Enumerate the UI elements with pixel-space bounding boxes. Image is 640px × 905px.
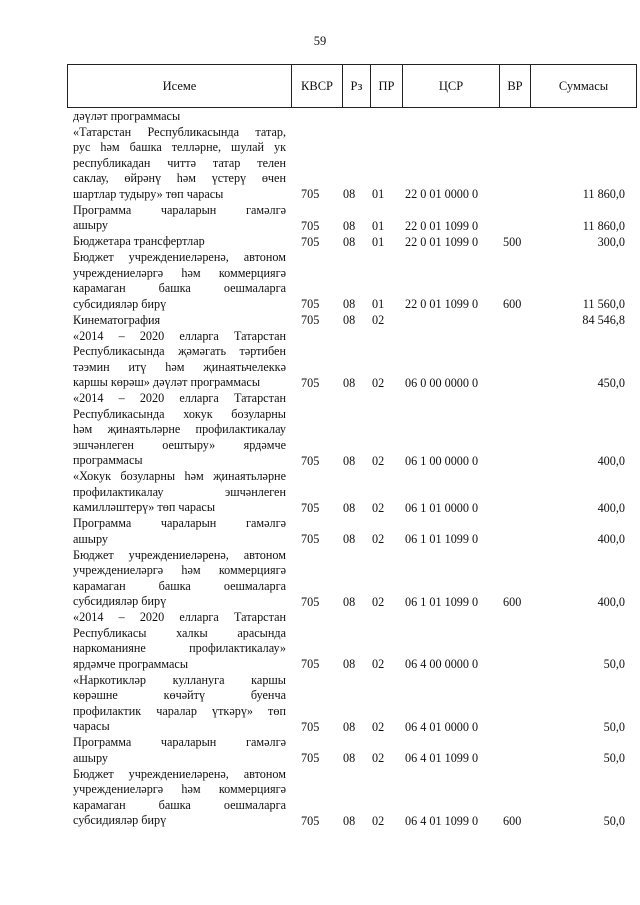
row-name-line: карамаган башка оешмаларга (73, 281, 286, 295)
cell-pr: 02 (372, 453, 385, 468)
cell-rz: 08 (343, 187, 356, 201)
cell-rz: 08 (343, 751, 356, 765)
row-name-line: камилләштерү» төп чарасы (73, 500, 216, 514)
cell-sum: 400,0 (597, 453, 625, 468)
header-kvsr: КВСР (292, 65, 343, 108)
row-name-line: көрәшне көчәйтү буенча (73, 688, 286, 702)
row-name-line: профилактикалау эшчәнлеген (73, 484, 286, 499)
row-name-line: ашыру (73, 218, 109, 232)
row-name-line: Программа чараларын гамәлгә (73, 202, 286, 217)
table-row (0, 673, 640, 736)
cell-sum: 450,0 (597, 375, 625, 390)
page-number: 59 (313, 34, 327, 48)
cell-csr: 22 0 01 1099 0 (405, 297, 479, 311)
cell-rz: 08 (343, 453, 356, 468)
row-name (73, 203, 286, 234)
row-name (73, 673, 286, 735)
row-name (73, 548, 286, 610)
cell-kvsr: 705 (301, 719, 320, 734)
row-name (73, 234, 286, 250)
row-name-line: Бюджет учреждениеләренә, автоном (73, 250, 286, 264)
cell-pr: 02 (372, 594, 385, 609)
row-name-line: саклау, өйрәнү һәм үстерү өчен (73, 171, 286, 185)
row-name-line: дәүләт программасы (73, 109, 181, 123)
row-name (73, 313, 286, 329)
cell-sum: 50,0 (603, 657, 625, 671)
cell-kvsr: 705 (301, 453, 320, 468)
cell-csr: 22 0 01 1099 0 (405, 218, 479, 233)
table-row (0, 610, 640, 673)
row-name (73, 125, 286, 203)
cell-rz: 08 (343, 500, 356, 515)
cell-rz: 08 (343, 657, 356, 671)
cell-kvsr: 705 (301, 218, 320, 233)
cell-csr: 06 4 01 0000 0 (405, 719, 479, 734)
table-row (0, 767, 640, 830)
table-row (0, 516, 640, 548)
cell-sum: 84 546,8 (582, 313, 625, 327)
row-name-line: учреждениеләргә һәм коммерциягә (73, 782, 286, 796)
cell-rz: 08 (343, 218, 356, 233)
row-name-line: «Татарстан Республикасында татар, (73, 124, 286, 139)
table-row (0, 109, 640, 125)
row-name-line: чарасы (73, 719, 110, 733)
table-row (0, 313, 640, 329)
row-name (73, 610, 286, 672)
cell-pr: 02 (372, 813, 385, 828)
row-name-line: Республикасында хокук бозуларны (73, 406, 286, 421)
cell-csr: 06 1 01 1099 0 (405, 532, 479, 546)
cell-rz: 08 (343, 719, 356, 734)
header-csr: ЦСР (403, 65, 500, 108)
cell-kvsr: 705 (301, 187, 320, 201)
cell-pr: 02 (372, 313, 385, 327)
cell-csr: 06 4 01 1099 0 (405, 813, 479, 828)
cell-sum: 300,0 (597, 234, 625, 249)
table-header (67, 64, 637, 108)
table-row (0, 329, 640, 392)
cell-sum: 11 860,0 (582, 218, 625, 233)
row-name (73, 329, 286, 391)
cell-pr: 02 (372, 532, 385, 546)
cell-vr: 600 (503, 594, 522, 609)
row-name-line: Бюджет учреждениеләренә, автоном (73, 766, 286, 781)
row-name-line: Республикасы халкы арасында (73, 625, 286, 640)
cell-pr: 02 (372, 657, 385, 671)
row-name-line: карамаган башка оешмаларга (73, 797, 286, 812)
cell-vr: 600 (503, 297, 522, 311)
row-name-line: профилактик чаралар үткәрү» төп (73, 703, 286, 718)
cell-kvsr: 705 (301, 234, 320, 249)
cell-pr: 01 (372, 297, 385, 311)
row-name-line: Республикасында җәмәгать тәртибен (73, 344, 286, 358)
row-name-line: Программа чараларын гамәлгә (73, 516, 286, 530)
cell-csr: 06 4 00 0000 0 (405, 657, 479, 671)
row-name-line: учреждениеләргә һәм коммерциягә (73, 265, 286, 280)
header-sum: Суммасы (531, 65, 637, 108)
cell-vr: 600 (503, 813, 522, 828)
row-name-line: учреждениеләргә һәм коммерциягә (73, 563, 286, 577)
cell-kvsr: 705 (301, 500, 320, 515)
row-name-line: каршы көрәш» дәүләт программасы (73, 375, 261, 389)
header-vr: ВР (500, 65, 531, 108)
cell-kvsr: 705 (301, 313, 320, 327)
cell-csr: 22 0 01 0000 0 (405, 187, 479, 201)
cell-kvsr: 705 (301, 657, 320, 671)
cell-csr: 06 1 01 0000 0 (405, 500, 479, 515)
cell-rz: 08 (343, 532, 356, 546)
cell-sum: 400,0 (597, 594, 625, 609)
row-name-line: ашыру (73, 750, 109, 765)
row-name-line: Бюджетара трансфертлар (73, 234, 205, 248)
row-name (73, 391, 286, 469)
cell-kvsr: 705 (301, 532, 320, 546)
header-name: Исеме (68, 65, 292, 108)
row-name-line: «Наркотикләр куллануга каршы (73, 672, 286, 687)
row-name-line: эшчәнлеген оештыру» ярдәмче (73, 437, 286, 452)
header-rz: Рз (343, 65, 371, 108)
cell-rz: 08 (343, 234, 356, 249)
cell-csr: 06 0 00 0000 0 (405, 375, 479, 390)
cell-pr: 02 (372, 375, 385, 390)
cell-kvsr: 705 (301, 813, 320, 828)
cell-sum: 50,0 (603, 813, 625, 828)
cell-kvsr: 705 (301, 297, 320, 311)
row-name-line: субсидияләр бирү (73, 296, 167, 311)
cell-rz: 08 (343, 813, 356, 828)
cell-rz: 08 (343, 297, 356, 311)
row-name-line: Бюджет учреждениеләренә, автоном (73, 547, 286, 562)
table-row (0, 250, 640, 313)
table-row (0, 391, 640, 469)
cell-csr: 06 1 01 1099 0 (405, 594, 479, 609)
cell-pr: 01 (372, 234, 385, 249)
table-row (0, 548, 640, 611)
row-name-line: Программа чараларын гамәлгә (73, 735, 286, 749)
row-name-line: һәм җинаятьләрне профилактикалау (73, 422, 286, 436)
row-name (73, 250, 286, 312)
cell-sum: 11 560,0 (582, 297, 625, 311)
row-name-line: рус һәм башка телләрне, шулай ук (73, 140, 286, 154)
row-name-line: «2014 – 2020 елларга Татарстан (73, 328, 286, 343)
cell-sum: 400,0 (597, 532, 625, 546)
cell-kvsr: 705 (301, 375, 320, 390)
cell-sum: 50,0 (603, 719, 625, 734)
cell-rz: 08 (343, 313, 356, 327)
cell-pr: 02 (372, 751, 385, 765)
row-name-line: «Хокук бозуларны һәм җинаятьләрне (73, 469, 286, 483)
row-name-line: республикадан читтә татар телен (73, 155, 286, 170)
cell-pr: 01 (372, 187, 385, 201)
table-row (0, 203, 640, 235)
row-name (73, 109, 286, 125)
row-name (73, 767, 286, 829)
row-name-line: карамаган башка оешмаларга (73, 578, 286, 593)
cell-csr: 06 1 00 0000 0 (405, 453, 479, 468)
table-row (0, 125, 640, 203)
cell-sum: 11 860,0 (582, 187, 625, 201)
table-row (0, 469, 640, 516)
cell-vr: 500 (503, 234, 522, 249)
row-name-line: «2014 – 2020 елларга Татарстан (73, 391, 286, 405)
header-pr: ПР (371, 65, 403, 108)
row-name-line: наркоманияне профилактикалау» (73, 641, 286, 655)
cell-pr: 02 (372, 719, 385, 734)
table-row (0, 735, 640, 767)
row-name-line: субсидияләр бирү (73, 813, 167, 827)
row-name-line: программасы (73, 453, 143, 467)
cell-kvsr: 705 (301, 594, 320, 609)
row-name (73, 516, 286, 547)
row-name-line: ашыру (73, 531, 109, 546)
row-name-line: субсидияләр бирү (73, 594, 167, 608)
row-name (73, 469, 286, 516)
cell-sum: 50,0 (603, 751, 625, 765)
cell-pr: 01 (372, 218, 385, 233)
row-name-line: «2014 – 2020 елларга Татарстан (73, 610, 286, 624)
row-name-line: шартлар тудыру» төп чарасы (73, 186, 224, 201)
cell-csr: 22 0 01 1099 0 (405, 234, 479, 249)
cell-csr: 06 4 01 1099 0 (405, 751, 479, 765)
row-name-line: Кинематография (73, 312, 161, 327)
row-name-line: ярдәмче программасы (73, 656, 189, 671)
table-row (0, 234, 640, 250)
cell-sum: 400,0 (597, 500, 625, 515)
cell-rz: 08 (343, 594, 356, 609)
cell-kvsr: 705 (301, 751, 320, 765)
cell-pr: 02 (372, 500, 385, 515)
row-name-line: тәэмин итү һәм җинаятьчелеккә (73, 359, 286, 374)
table-body (0, 109, 640, 829)
cell-rz: 08 (343, 375, 356, 390)
row-name (73, 735, 286, 766)
